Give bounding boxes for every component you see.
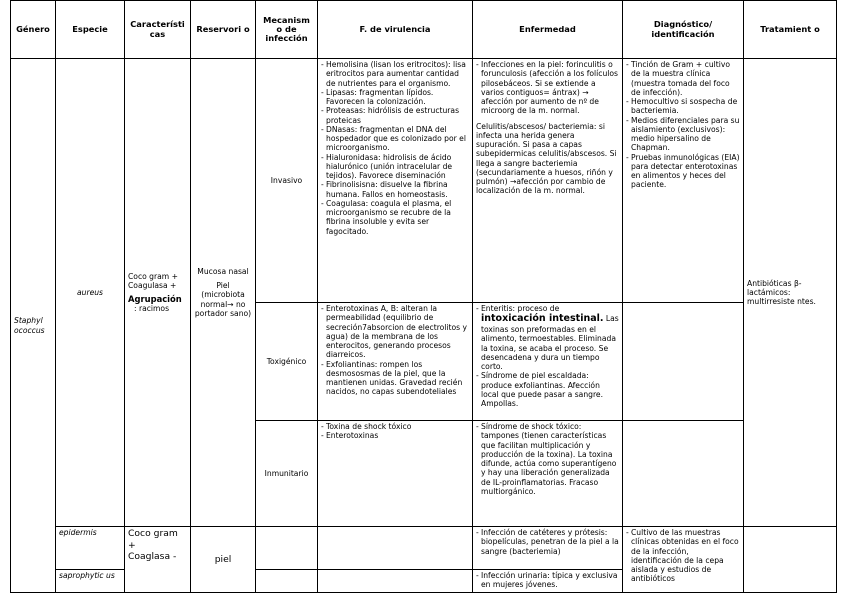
virulence-toxigenico <box>318 303 473 421</box>
characteristics-aureus-line2: Coagulasa + <box>128 280 177 290</box>
grouping-label: Agrupación <box>128 294 182 304</box>
treatment-aureus: Antibióticas β-lactámicos: multirresiste ntes. <box>744 59 837 527</box>
disease-saprophyticus <box>473 570 623 593</box>
disease-inmunitario <box>473 421 623 527</box>
disease-item <box>476 304 619 371</box>
characteristics-epidermis-line1: Coco gram <box>128 528 178 539</box>
disease-invasivo <box>473 59 623 303</box>
header-mecanismo: Mecanism o de infección <box>256 1 318 59</box>
header-especie: Especie <box>56 1 125 59</box>
reservoir-aureus-line2: Piel (microbiota normal→ no portador sano) <box>194 281 252 318</box>
row-epidermis <box>11 527 837 570</box>
virulence-epidermis-empty <box>318 527 473 570</box>
characteristics-epidermis <box>125 527 191 593</box>
characteristics-aureus-line1: Coco gram + <box>128 271 178 281</box>
disease-enteritis-rest: Las toxinas son preformadas en el alimento, termoestables. Eliminada la toxina, se acaba el proceso. Se desencadena y dura un tiempo corto. <box>481 314 619 372</box>
diagnosis-item: - Cultivo de las muestras clínicas obtenidas en el foco de la infección, identificación de la cepa aislada y estudios de antibióticos <box>626 528 740 584</box>
mechanism-inmunitario: Inmunitario <box>256 421 318 527</box>
virulence-inmunitario <box>318 421 473 527</box>
bacteria-table <box>10 0 837 593</box>
row-aureus-invasivo <box>11 59 837 303</box>
disease-item: Celulitis/abscesos/ bacteriemia: si infecta una herida genera supuración. Si pasa a capas subepidermicas celulitis/abscesos. Si llega a sangre bacteriemia (secundariamente a huesos, riñón y pulmón) →afección por cambio de localización de la m. normal. <box>476 121 617 196</box>
characteristics-aureus <box>125 59 191 527</box>
diagnosis-item: - Pruebas inmunológicas (EIA) para detectar enterotoxinas en alimentos y heces del paciente. <box>626 153 740 190</box>
reservoir-aureus-line1: Mucosa nasal <box>197 266 249 276</box>
virulence-saprophyticus-empty <box>318 570 473 593</box>
header-reservorio: Reservori o <box>191 1 256 59</box>
disease-enteritis-prefix: Enteritis: proceso de <box>481 304 560 313</box>
grouping-value: : racimos <box>134 304 170 314</box>
mechanism-invasivo: Invasivo <box>256 59 318 303</box>
disease-item: - Infección urinaria: típica y exclusiva en mujeres jóvenes. <box>476 571 619 590</box>
diagnosis-item: - Tinción de Gram + cultivo de la muestra clínica (muestra tomada del foco de infección). <box>626 60 740 97</box>
disease-toxigenico <box>473 303 623 421</box>
characteristics-epidermis-line2: + <box>128 539 136 551</box>
header-row <box>11 1 837 59</box>
diagnosis-item: - Medios diferenciales para su aislamiento (exclusivos): medio hipersalino de Chapman. <box>626 116 740 153</box>
virulence-invasivo <box>318 59 473 303</box>
genus-cell: Staphyl ococcus <box>11 59 56 593</box>
disease-item: - Infecciones en la piel: forinculitis o forunculosis (afección a los folículos pilosebáceos. Si se extiende a varios contiguos= ántrax) → afección por aumento de nº de microorg de la m. normal. <box>476 60 619 116</box>
virulence-item: - Exfoliantinas: rompen los desmososmas de la piel, que la mantienen unidas. Gravedad recién nacidos, no capas subendoteliales <box>321 360 469 397</box>
species-aureus: aureus <box>56 59 125 527</box>
header-virulencia: F. de virulencia <box>318 1 473 59</box>
virulence-item: - Proteasas: hidrólisis de estructuras proteicas <box>321 106 469 125</box>
virulence-item: - Fibrinolisisna: disuelve la fibrina humana. Fallos en homeostasis. <box>321 180 469 199</box>
disease-item: - Infección de catéteres y prótesis: biopelículas, penetran de la piel a la sangre (bacteriemia) <box>476 528 619 556</box>
reservoir-aureus <box>191 59 256 527</box>
virulence-item: - Hialuronidasa: hidrolisis de ácido hialurónico (unión intracelular de tejidos). Favorece diseminación <box>321 153 469 181</box>
document-page <box>10 0 836 596</box>
diagnosis-item: - Hemocultivo si sospecha de bacteriemia. <box>626 97 740 116</box>
virulence-item: - Lipasas: fragmentan lípidos. Favorecen la colonización. <box>321 88 469 107</box>
diagnosis-epidermis <box>623 527 744 593</box>
virulence-item: - Enterotoxinas <box>321 431 469 440</box>
header-caracteristicas: Característi cas <box>125 1 191 59</box>
header-enfermedad: Enfermedad <box>473 1 623 59</box>
virulence-item: - DNasas: fragmentan el DNA del hospedador que es colonizado por el microorganismo. <box>321 125 469 153</box>
header-tratamiento: Tratamient o <box>744 1 837 59</box>
diagnosis-aureus <box>623 59 744 303</box>
virulence-item: - Enterotoxinas A, B: alteran la permeabilidad (equilibrio de secreción7absorcion de electrolitos y agua) de la membrana de los enterocitos, generando procesos diarreicos. <box>321 304 469 360</box>
virulence-item: - Hemolisina (lisan los eritrocitos): lisa eritrocitos para aumentar cantidad de nutrientes para el organismo. <box>321 60 469 88</box>
diagnosis-toxigenico-empty <box>623 303 744 421</box>
species-epidermis: epidermis <box>56 527 125 570</box>
mechanism-saprophyticus-empty <box>256 570 318 593</box>
header-genero: Género <box>11 1 56 59</box>
characteristics-epidermis-line3: Coaglasa - <box>128 551 177 562</box>
diagnosis-inmunitario-empty <box>623 421 744 527</box>
disease-item: - Síndrome de shock tóxico: tampones (tienen características que facilitan multiplicación y producción de la toxina). La toxina difunde, actúa como superantígeno y hay una liberación generalizada de IL-proinflamatorias. Fracaso multiorgánico. <box>476 422 619 496</box>
disease-epidermis <box>473 527 623 570</box>
mechanism-toxigenico: Toxigénico <box>256 303 318 421</box>
virulence-item: - Coagulasa: coagula el plasma, el microorganismo se recubre de la fibrina insoluble y evita ser fagocitado. <box>321 199 469 236</box>
header-diagnostico: Diagnóstico/ identificación <box>623 1 744 59</box>
species-saprophyticus: saprophytic us <box>56 570 125 593</box>
reservoir-epidermis: piel <box>191 527 256 593</box>
disease-item: - Síndrome de piel escaldada: produce exfoliantinas. Afección local que puede pasar a sangre. Ampollas. <box>476 371 619 408</box>
treatment-epidermis-empty <box>744 527 837 593</box>
virulence-item: - Toxina de shock tóxico <box>321 422 469 431</box>
disease-enteritis-bold: intoxicación intestinal. <box>481 313 604 325</box>
mechanism-epidermis-empty <box>256 527 318 570</box>
